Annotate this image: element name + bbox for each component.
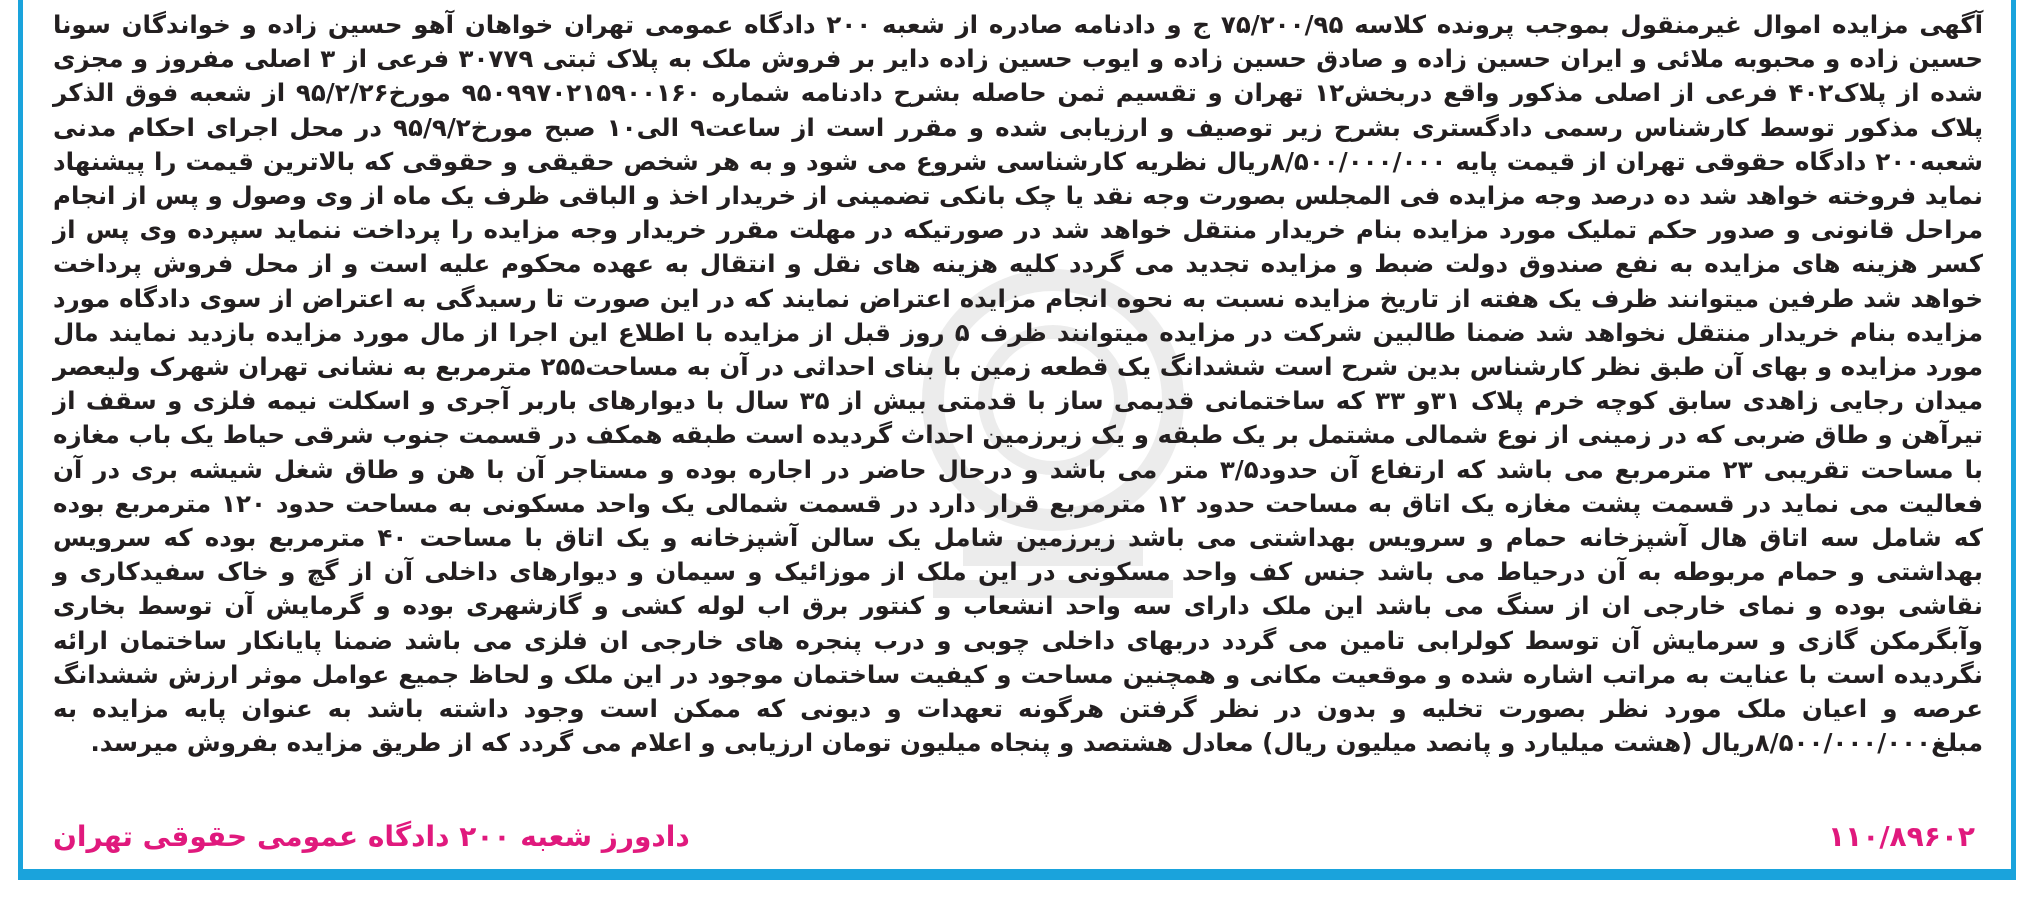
notice-code: ۱۱۰/۸۹۶۰۲ xyxy=(1828,819,1975,853)
notice-frame xyxy=(18,0,2016,880)
notice-footer xyxy=(53,816,1975,856)
notice-body: آگهی مزایده اموال غیرمنقول بموجب پرونده کلاسه ۷۵/۲۰۰/۹۵ ج و دادنامه صادره از شعبه ۲۰۰ دادگاه عمومی تهران خواهان آهو حسین زاده و خواندگان سونا حسین زاده و محبوبه ملائی و ایران حسین زاده و صادق حسین زاده و ایوب حسین زاده دایر بر فروش ملک به پلاک ثبتی ۳۰۷۷۹ فرعی از ۳ اصلی مفروز و مجزی شده از پلاک۴۰۲ فرعی از اصلی مذکور واقع دربخش۱۲ تهران و تقسیم ثمن حاصله بشرح دادنامه شماره ۹۵۰۹۹۷۰۲۱۵۹۰۰۱۶۰ مورخ۹۵/۲/۲۶ از شعبه فوق الذکر پلاک مذکور توسط کارشناس رسمی دادگستری بشرح زیر توصیف و ارزیابی شده و مقرر است از ساعت۹ الی۱۰ صبح مورخ۹۵/۹/۲ در محل اجرای احکام مدنی شعبه۲۰۰ دادگاه حقوقی تهران از قیمت پایه ۸/۵۰۰/۰۰۰/۰۰۰ریال نظریه کارشناسی شروع می شود و به هر شخص حقیقی و حقوقی که بالاترین قیمت را پیشنهاد نماید فروخته خواهد شد ده درصد وجه مزایده فی المجلس بصورت وجه نقد یا چک بانکی تضمینی از خریدار اخذ و الباقی ظرف یک ماه از وی وصول و پس از انجام مراحل قانونی و صدور حکم تملیک مورد مزایده بنام خریدار منتقل خواهد شد در صورتیکه در مهلت مقرر خریدار وجه مزایده را پرداخت ننماید سپرده وی پس از کسر هزینه های مزایده به نفع صندوق دولت ضبط و مزایده تجدید می گردد کلیه هزینه های نقل و انتقال به عهده محکوم علیه است و از محل فروش پرداخت خواهد شد طرفین میتوانند ظرف یک هفته از تاریخ مزایده نسبت به نحوه انجام مزایده اعتراض نمایند که در این صورت تا رسیدگی به اعتراض از سوی دادگاه مورد مزایده بنام خریدار منتقل نخواهد شد ضمنا طالبین شرکت در مزایده میتوانند ظرف ۵ روز قبل از مزایده با اطلاع این اجرا از مال مورد مزایده بازدید نمایند مال مورد مزایده و بهای آن طبق نظر کارشناس بدین شرح است ششدانگ یک قطعه زمین با بنای احداثی در آن به مساحت۲۵۵ مترمربع به نشانی تهران شهرک ولیعصر میدان رجایی زاهدی سابق کوچه خرم پلاک ۳۱و ۳۳ که ساختمانی قدیمی ساز با قدمتی بیش از ۳۵ سال با دیوارهای باربر آجری و اسکلت نیمه فلزی و سقف از تیرآهن و طاق ضربی که در زمینی از نوع شمالی مشتمل بر یک طبقه و یک زیرزمین احداث گردیده است طبقه همکف در قسمت جنوب شرقی حیاط یک باب مغازه با مساحت تقریبی ۲۳ مترمربع می باشد که ارتفاع آن حدود۳/۵ متر می باشد و درحال حاضر در اجاره بوده و مستاجر آن با هن و طاق شغل شیشه بری در آن فعالیت می نماید در قسمت پشت مغازه یک اتاق به مساحت حدود ۱۲ مترمربع قرار دارد در قسمت شمالی یک واحد مسکونی به مساحت حدود ۱۲۰ مترمربع بوده که شامل سه اتاق هال آشپزخانه حمام و سرویس بهداشتی می باشد زیرزمین شامل یک سالن آشپزخانه و یک اتاق با مساحت ۴۰ مترمربع بوده که سرویس بهداشتی و حمام مربوطه به آن درحیاط می باشد جنس کف واحد مسکونی در این ملک از موزائیک و سیمان و دیوارهای داخلی آن از گچ و خاک سفیدکاری و نقاشی بوده و نمای خارجی ان از سنگ می باشد این ملک دارای سه واحد انشعاب و کنتور برق اب لوله کشی و گازشهری بوده و گرمایش آن توسط بخاری وآبگرمکن گازی و سرمایش آن توسط کولرابی تامین می گردد دربهای داخلی چوبی و درب پنجره های خارجی ان فلزی می باشد ضمنا پایانکار ساختمان ارائه نگردیده است با عنایت به مراتب اشاره شده و موقعیت مکانی و همچنین مساحت و کیفیت ساختمان موجود در این ملک و لحاظ جمیع عوامل موثر ارزش ششدانگ عرصه و اعیان ملک مورد نظر بصورت تخلیه و بدون در نظر گرفتن هرگونه تعهدات و دیونی که ممکن است وجود داشته باشد به عنوان پایه مزایده به مبلغ۸/۵۰۰/۰۰۰/۰۰۰ریال (هشت میلیارد و پانصد میلیون ریال) معادل هشتصد و پنجاه میلیون تومان ارزیابی و اعلام می گردد که از طریق مزایده بفروش میرسد. xyxy=(53,10,1984,758)
issuer-signature: دادورز شعبه ۲۰۰ دادگاه عمومی حقوقی تهران xyxy=(53,819,690,853)
